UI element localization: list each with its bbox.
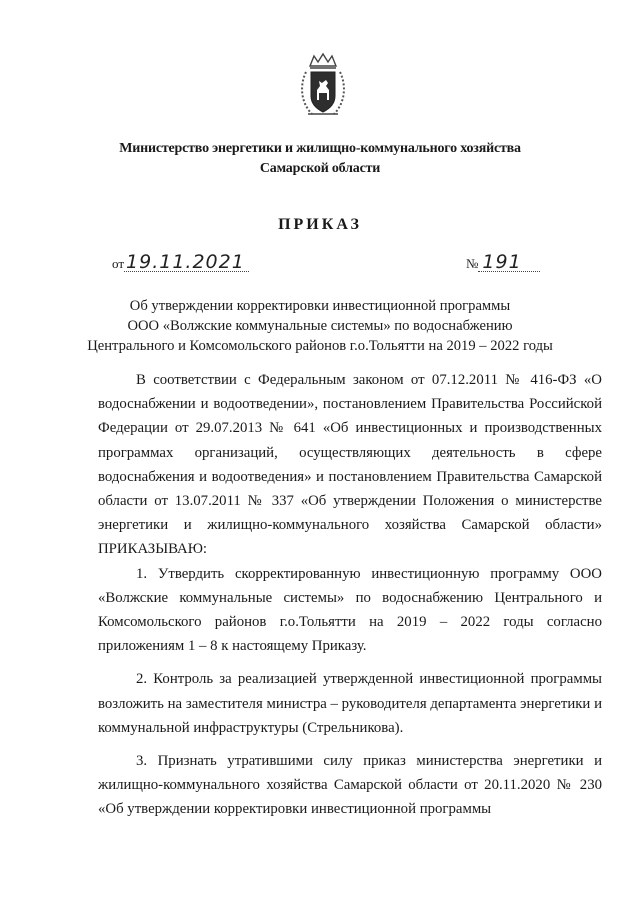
date-value: 19.11.2021 bbox=[124, 253, 249, 272]
ministry-header bbox=[60, 139, 580, 179]
item-2-paragraph: 2. Контроль за реализацией утвержденной инвестиционной программы возложить на заместителя министра – руководителя департамента энергетики и коммунальной инфраструктуры (Стрельникова). bbox=[98, 671, 602, 736]
coat-of-arms-icon bbox=[298, 52, 348, 120]
ministry-name-line1: Министерство энергетики и жилищно-коммунального хозяйства bbox=[119, 141, 521, 156]
subject-line3: Центрального и Комсомольского районов г.о.Тольятти на 2019 – 2022 годы bbox=[87, 338, 553, 354]
date-prefix: от bbox=[112, 256, 125, 271]
document-type-title: ПРИКАЗ bbox=[278, 216, 362, 233]
order-subject bbox=[70, 296, 570, 356]
item-3-paragraph: 3. Признать утратившими силу приказ министерства энергетики и жилищно-коммунального хозяйства Самарской области от 20.11.2020 № 230 «Об утверждении корректировки инвестиционной программы bbox=[98, 753, 602, 818]
ministry-name-line2: Самарской области bbox=[259, 161, 381, 176]
number-value: 191 bbox=[478, 253, 539, 272]
order-number bbox=[466, 253, 540, 272]
order-date bbox=[112, 253, 249, 272]
preamble-paragraph: В соответствии с Федеральным законом от 07.12.2011 № 416-ФЗ «О водоснабжении и водоотведении», постановлением Правительства Российской Федерации от 29.07.2013 № 641 «Об инвестиционных и производственных программах организаций, осуществляющих деятельность в сфере водоснабжения и водоотведения» и постановлением Правительства Самарской области от 13.07.2011 № 337 «Об утверждении Положения о министерстве энергетики и жилищно-коммунального хозяйства Самарской области» ПРИКАЗЫВАЮ: bbox=[98, 372, 602, 558]
order-body bbox=[98, 368, 602, 822]
number-prefix: № bbox=[466, 256, 479, 271]
item-1-paragraph: 1. Утвердить скорректированную инвестиционную программу ООО «Волжские коммунальные системы» по водоснабжению Центрального и Комсомольского районов г.о.Тольятти на 2019 – 2022 годы согласно приложениям 1 – 8 к настоящему Приказу. bbox=[98, 565, 602, 655]
subject-line2: ООО «Волжские коммунальные системы» по водоснабжению bbox=[127, 318, 513, 334]
subject-line1: Об утверждении корректировки инвестиционной программы bbox=[129, 298, 511, 314]
